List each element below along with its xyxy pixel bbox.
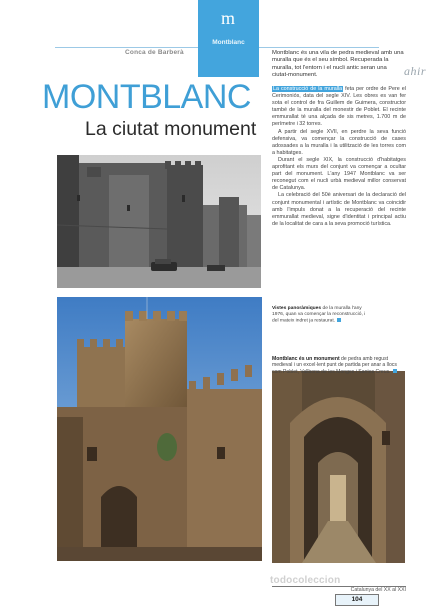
watermark: todocoleccion bbox=[270, 575, 341, 586]
page-subtitle: La ciutat monument bbox=[85, 118, 257, 140]
photo-towers-color bbox=[57, 297, 262, 561]
section-letter: m bbox=[220, 8, 236, 28]
body-paragraph-3: Durant el segle XIX, la construcció d'habitatges aprofitant els murs del conjunt va començar a ocultar part del monument. L'any 1947 Montblanc va ser reconegut com el nucli urbà medieval millor conservat de Catalunya. bbox=[272, 156, 406, 192]
photo-wall-1976-image bbox=[57, 155, 261, 288]
footer-publication: Catalunya del XX al XXI bbox=[350, 587, 406, 593]
body-text bbox=[272, 86, 406, 228]
caption-end-square-icon bbox=[337, 318, 341, 322]
region-label: Conca de Barberà bbox=[125, 49, 184, 56]
side-word: ahir bbox=[404, 64, 427, 78]
page-title: MONTBLANC bbox=[42, 78, 251, 116]
section-title: Montblanc bbox=[212, 39, 245, 46]
caption-monument bbox=[272, 356, 404, 375]
photo-wall-1976 bbox=[57, 155, 261, 288]
intro-text: Montblanc és una vila de pedra medieval amb una muralla que és el seu símbol. Recuperada la muralla, tot l'entorn i el nucli antic seran una ciutat-monument. bbox=[272, 50, 404, 79]
caption-end-square-icon bbox=[393, 369, 397, 373]
caption-monument-text: de pedra amb regust medieval i un excel·lent punt de partida per anar a llocs com Poblet, Vallbona de les Monges i Santes Creus. bbox=[272, 356, 397, 375]
highlighted-phrase: La construcció de la muralla bbox=[273, 86, 343, 92]
caption-panoramic bbox=[272, 306, 367, 324]
page-number: 104 bbox=[335, 594, 379, 606]
photo-arched-street bbox=[272, 371, 405, 563]
body-paragraph-2: A partir del segle XVII, en perdre la seva funció defensiva, va començar la construcció de cases adossades a la muralla i la utilització de les torres com a habitatges. bbox=[272, 128, 406, 156]
caption-panoramic-text: de la muralla l'any 1976, quan va començar la reconstrucció, i del mateix indret ja restaurat. bbox=[272, 306, 366, 324]
body-paragraph-4: La celebració del 50è aniversari de la declaració del conjunt monumental i artístic de Montblanc va coincidir amb l'impuls donat a la recuperació del recinte emmurallat medieval, signe d'identitat i principal actiu de la localitat de cara a la seva promoció turística. bbox=[272, 192, 406, 227]
body-paragraph-1 bbox=[272, 86, 406, 129]
photo-arched-street-image bbox=[272, 371, 405, 563]
caption-panoramic-title: Vistes panoràmiques bbox=[272, 306, 322, 311]
section-tab bbox=[198, 0, 259, 77]
photo-towers-image bbox=[57, 297, 262, 561]
body-paragraph-1-rest: feta per ordre de Pere el Cerimoniós, data del segle XIV. Les obres es van fer sota el control de fra Guillem de Guimera, constructor també de la muralla del monestir de Poblet. El recinte emmurallat té una alçada de sis metres, 1.700 m de perímetre i 32 torres. bbox=[272, 86, 406, 128]
caption-monument-title: Montblanc és un monument bbox=[272, 356, 340, 362]
